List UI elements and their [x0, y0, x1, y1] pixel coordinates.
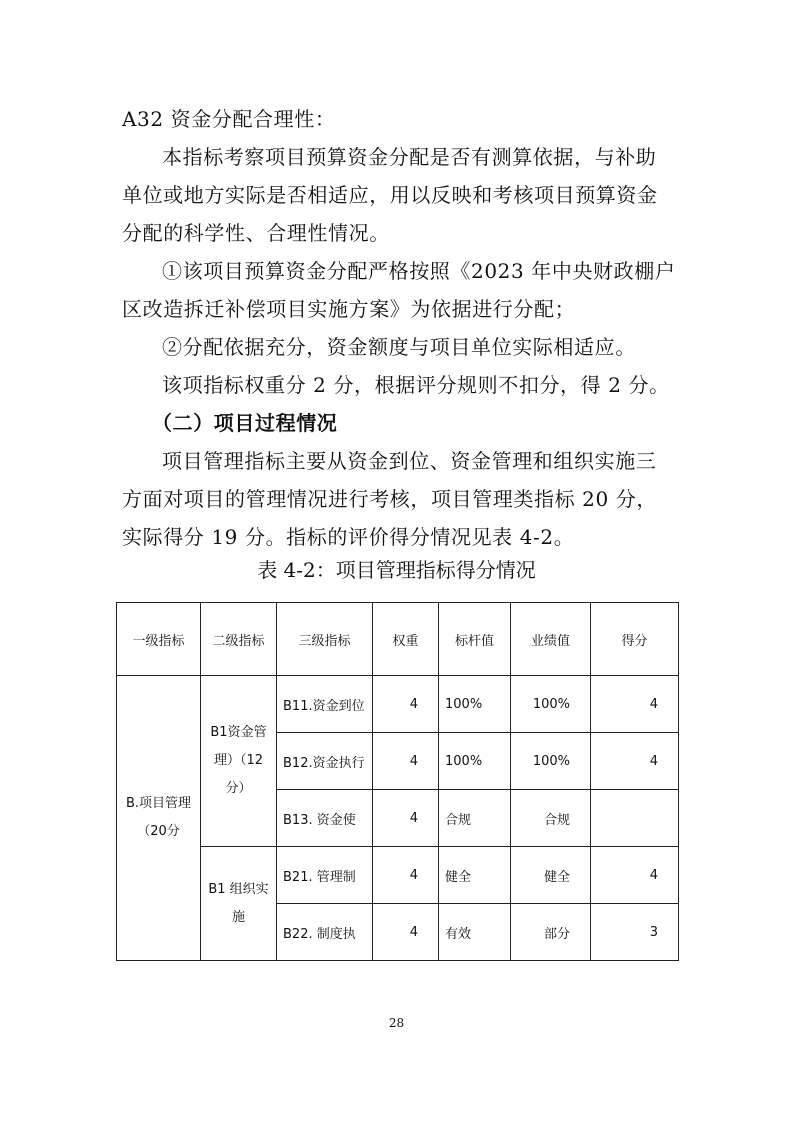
header-cell: 业绩值	[511, 603, 591, 676]
paragraph-line: 实际得分 19 分。指标的评价得分情况见表 4-2。	[122, 525, 575, 549]
level3-cell: B22. 制度执	[277, 904, 373, 961]
actual-cell: 100%	[511, 733, 591, 790]
table-row	[117, 847, 679, 904]
weight-cell: 4	[373, 904, 439, 961]
level3-cell: B21. 管理制	[277, 847, 373, 904]
weight-cell: 4	[373, 733, 439, 790]
paragraph-line: 区改造拆迁补偿项目实施方案》为依据进行分配；	[122, 297, 576, 321]
section-heading: （二）项目过程情况	[152, 411, 338, 435]
header-cell: 二级指标	[201, 603, 277, 676]
score-cell: 3	[591, 904, 679, 961]
score-cell	[591, 790, 679, 847]
level2-cell: B1资金管理）（12分）	[201, 676, 277, 847]
benchmark-cell: 100%	[439, 733, 511, 790]
level3-cell: B13. 资金使	[277, 790, 373, 847]
benchmark-cell: 健全	[439, 847, 511, 904]
header-cell: 标杆值	[439, 603, 511, 676]
table-row	[117, 676, 679, 733]
actual-cell: 100%	[511, 676, 591, 733]
score-cell: 4	[591, 733, 679, 790]
paragraph-line: 分配的科学性、合理性情况。	[122, 221, 390, 245]
benchmark-cell: 有效	[439, 904, 511, 961]
header-cell: 三级指标	[277, 603, 373, 676]
paragraph-line: ②分配依据充分，资金额度与项目单位实际相适应。	[162, 335, 636, 359]
actual-cell: 健全	[511, 847, 591, 904]
paragraph-line: A32 资金分配合理性：	[122, 107, 336, 131]
weight-cell: 4	[373, 790, 439, 847]
level1-cell: B.项目管理（20分	[117, 676, 201, 961]
paragraph-line: 单位或地方实际是否相适应，用以反映和考核项目预算资金	[122, 183, 658, 207]
score-table	[116, 602, 679, 961]
level3-cell: B11.资金到位	[277, 676, 373, 733]
header-cell: 权重	[373, 603, 439, 676]
weight-cell: 4	[373, 676, 439, 733]
score-cell: 4	[591, 676, 679, 733]
paragraph-line: 本指标考察项目预算资金分配是否有测算依据，与补助	[162, 145, 657, 169]
weight-cell: 4	[373, 847, 439, 904]
paragraph-line: ①该项目预算资金分配严格按照《2023 年中央财政棚户	[162, 259, 676, 283]
benchmark-cell: 合规	[439, 790, 511, 847]
level2-cell: B1 组织实施	[201, 847, 277, 961]
page-number: 28	[388, 1016, 405, 1030]
header-cell: 得分	[591, 603, 679, 676]
actual-cell: 部分	[511, 904, 591, 961]
level3-cell: B12.资金执行	[277, 733, 373, 790]
paragraph-line: 项目管理指标主要从资金到位、资金管理和组织实施三	[162, 449, 657, 473]
table-header-row	[117, 603, 679, 676]
header-cell: 一级指标	[117, 603, 201, 676]
benchmark-cell: 100%	[439, 676, 511, 733]
paragraph-line: 方面对项目的管理情况进行考核，项目管理类指标 20 分，	[122, 487, 657, 511]
paragraph-line: 该项指标权重分 2 分，根据评分规则不扣分，得 2 分。	[162, 373, 670, 397]
score-cell: 4	[591, 847, 679, 904]
actual-cell: 合规	[511, 790, 591, 847]
table-caption: 表 4-2：项目管理指标得分情况	[257, 558, 536, 582]
